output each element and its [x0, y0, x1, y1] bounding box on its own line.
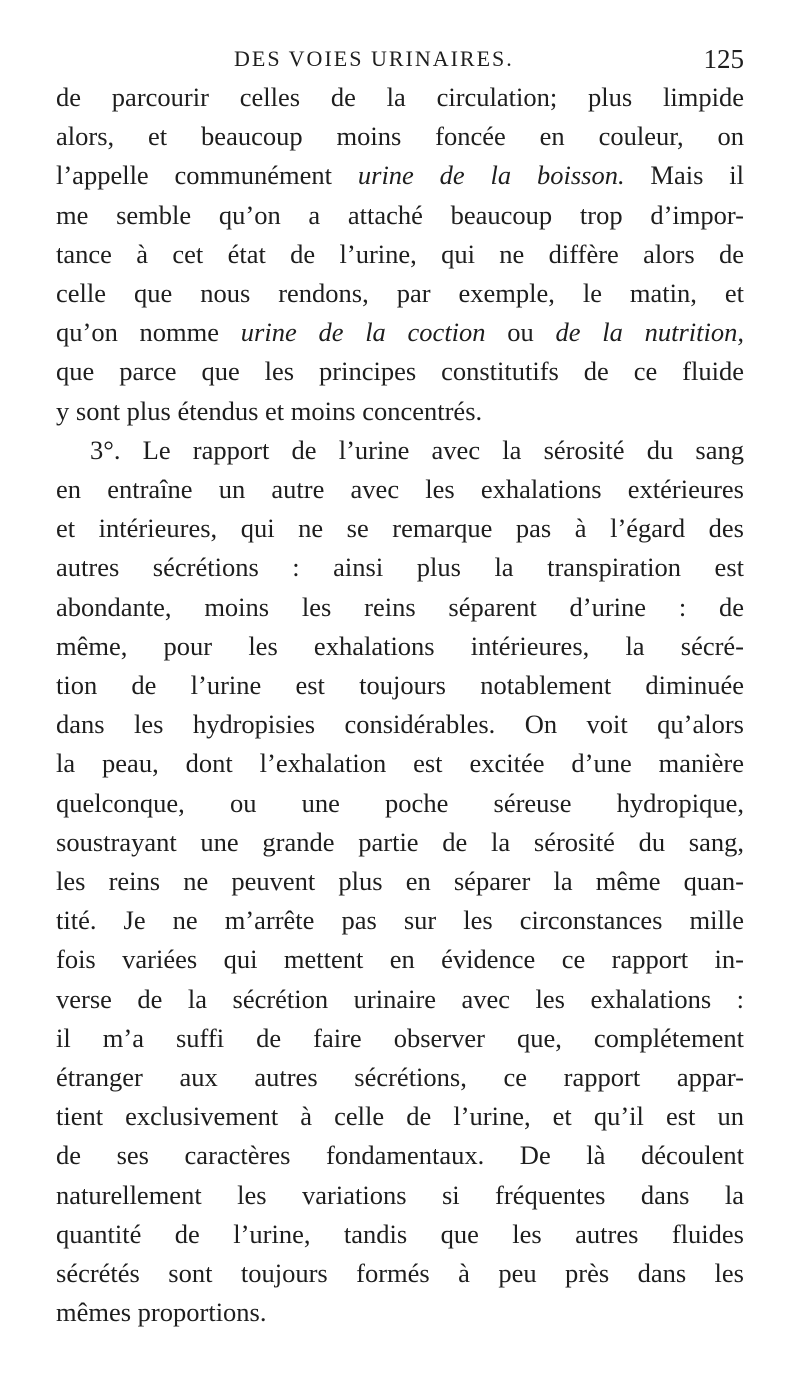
- body-text: [56, 78, 744, 1333]
- italic-term: urine de la boisson.: [357, 160, 625, 191]
- text-line: [56, 78, 744, 117]
- text-run: alors, et beaucoup moins foncée en couleur, on: [56, 121, 744, 152]
- text-line: [56, 1097, 744, 1136]
- book-page: [56, 34, 744, 1333]
- text-line: [56, 901, 744, 940]
- text-line: [56, 274, 744, 313]
- text-run: de parcourir celles de la circulation; plus limpide: [56, 82, 744, 112]
- page-number: 125: [703, 44, 744, 74]
- text-line: [56, 235, 744, 274]
- text-run: que parce que les principes constitutifs de ce fluide: [56, 356, 744, 387]
- text-run: tance à cet état de l’urine, qui ne diffère alors de: [56, 238, 744, 269]
- text-run: fois variées qui mettent en évidence ce rapport in-: [56, 944, 744, 975]
- text-line: [56, 705, 744, 744]
- text-line: [56, 1254, 744, 1293]
- text-run: de ses caractères fondamentaux. De là découlent: [56, 1140, 744, 1171]
- text-run: tient exclusivement à celle de l’urine, et qu’il est un: [56, 1101, 744, 1132]
- text-line: [56, 1293, 744, 1332]
- text-line: [56, 980, 744, 1019]
- text-line: [56, 940, 744, 979]
- text-run: naturellement les variations si fréquentes dans la: [56, 1179, 744, 1210]
- text-run: et intérieures, qui ne se remarque pas à l’égard des: [56, 513, 744, 544]
- text-line: [56, 117, 744, 156]
- text-run: mêmes proportions.: [56, 1297, 267, 1328]
- text-line: [56, 666, 744, 705]
- text-run: l’appelle communément: [56, 160, 358, 191]
- text-run: quelconque, ou une poche séreuse hydropique,: [56, 787, 744, 818]
- text-line: [56, 1215, 744, 1254]
- text-run: autres sécrétions : ainsi plus la transpiration est: [56, 552, 744, 583]
- text-run: soustrayant une grande partie de la sérosité du sang,: [56, 826, 744, 857]
- text-line: [56, 196, 744, 235]
- text-run: même, pour les exhalations intérieures, la sécré-: [56, 630, 744, 661]
- text-run: y sont plus étendus et moins concentrés.: [56, 395, 483, 426]
- italic-term: urine de la coction: [240, 317, 486, 348]
- text-run: dans les hydropisies considérables. On voit qu’alors: [56, 709, 744, 740]
- text-run: sécrétés sont toujours formés à peu près dans les: [56, 1258, 744, 1289]
- text-line: [56, 1136, 744, 1175]
- text-line: [56, 431, 744, 470]
- text-run: 3°. Le rapport de l’urine avec la sérosité du sang: [90, 434, 744, 465]
- text-line: [56, 156, 744, 195]
- text-run: la peau, dont l’exhalation est excitée d’une manière: [56, 748, 744, 779]
- text-run: tité. Je ne m’arrête pas sur les circonstances mille: [56, 905, 744, 936]
- text-line: [56, 392, 744, 431]
- text-run: en entraîne un autre avec les exhalations extérieures: [56, 474, 744, 505]
- text-run: abondante, moins les reins séparent d’urine : de: [56, 591, 744, 622]
- running-title: DES VOIES URINAIRES.: [234, 46, 514, 71]
- text-line: [56, 470, 744, 509]
- text-line: [56, 627, 744, 666]
- text-run: ou: [485, 317, 556, 348]
- text-line: [56, 313, 744, 352]
- running-head: [56, 34, 744, 78]
- text-run: les reins ne peuvent plus en séparer la même quan-: [56, 866, 744, 897]
- text-line: [56, 1058, 744, 1097]
- text-line: [56, 784, 744, 823]
- text-line: [56, 509, 744, 548]
- text-line: [56, 823, 744, 862]
- text-run: il m’a suffi de faire observer que, complétement: [56, 1022, 744, 1053]
- text-line: [56, 352, 744, 391]
- italic-term: de la nutrition,: [555, 317, 744, 348]
- text-run: me semble qu’on a attaché beaucoup trop d’impor-: [56, 199, 744, 230]
- text-run: quantité de l’urine, tandis que les autres fluides: [56, 1218, 744, 1249]
- text-run: qu’on nomme: [56, 317, 241, 348]
- text-run: tion de l’urine est toujours notablement diminuée: [56, 670, 744, 701]
- text-run: Mais il: [624, 160, 744, 191]
- text-line: [56, 1176, 744, 1215]
- text-line: [56, 1019, 744, 1058]
- text-line: [56, 744, 744, 783]
- text-line: [56, 588, 744, 627]
- text-line: [56, 862, 744, 901]
- text-run: celle que nous rendons, par exemple, le matin, et: [56, 278, 744, 309]
- text-run: verse de la sécrétion urinaire avec les exhalations :: [56, 983, 744, 1014]
- text-run: étranger aux autres sécrétions, ce rapport appar-: [56, 1062, 744, 1093]
- text-line: [56, 548, 744, 587]
